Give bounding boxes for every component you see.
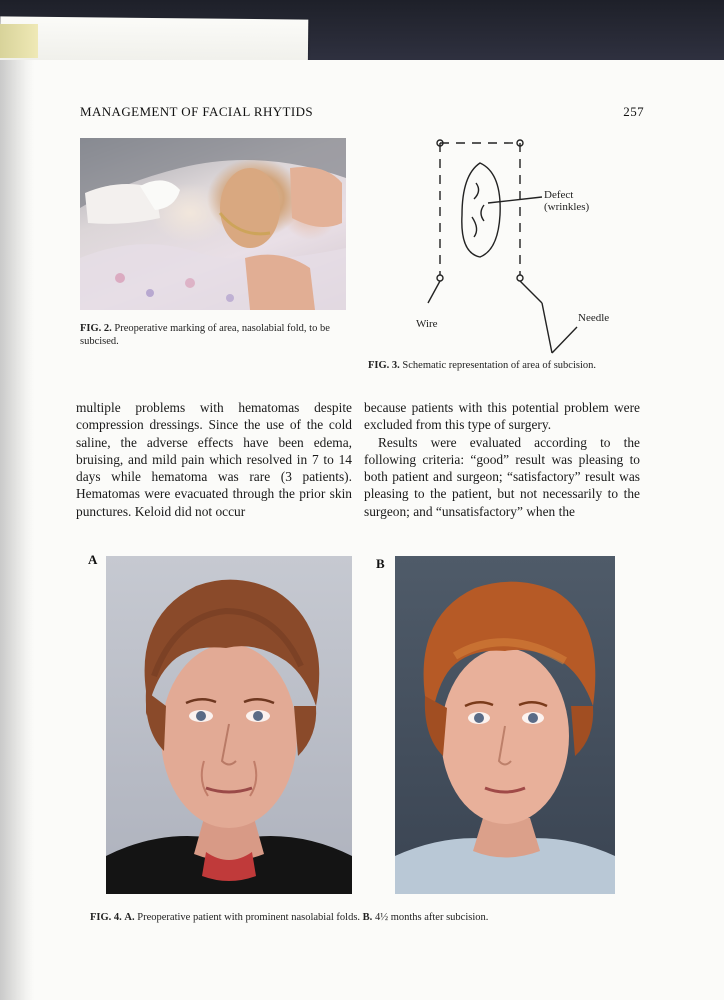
defect-label: Defect (wrinkles) <box>544 189 590 213</box>
page-gutter-shadow <box>0 60 34 1000</box>
right-column-paragraph-2: Results were evaluated according to the following criteria: “good” result was pleasing to both patient and surgeon; “satisfactory” result was pleasing to the patient, but not necessarily to the surgeon; and “unsatisfactory” when the <box>364 434 640 519</box>
figure-2-label: FIG. 2. <box>80 323 112 334</box>
figure-3-caption-text: Schematic representation of area of subcision. <box>402 360 597 371</box>
right-column-paragraph-1: because patients with this potential problem were excluded from this type of surgery. <box>364 400 640 433</box>
body-column-left <box>76 399 352 520</box>
figure-4b-caption-text: 4½ months after subcision. <box>374 912 489 923</box>
left-column-text: multiple problems with hematomas despite compression dressings. Since the use of the cold saline, the adverse effects have been edema, bruising, and mild pain which resolved in 7 to 14 days while hematoma was rare (3 patients). Hematomas were evacuated through the prior skin punctures. Keloid did not occur <box>76 400 352 519</box>
journal-page <box>0 60 724 1000</box>
figure-4a-caption-label: A. <box>124 912 135 923</box>
figure-4b-photo <box>395 556 615 894</box>
panel-label-a: A <box>88 552 98 567</box>
needle-label: Needle <box>578 312 610 324</box>
page-header <box>80 104 644 120</box>
figure-2-caption <box>80 322 360 348</box>
sticky-note-tab <box>0 24 38 58</box>
figure-4a-photo <box>106 556 352 894</box>
figure-3-caption <box>368 360 596 371</box>
figure-4a-caption-text: Preoperative patient with prominent nasolabial folds. <box>137 912 361 923</box>
wire-label: Wire <box>416 318 438 330</box>
figure-4-caption <box>90 912 650 923</box>
body-column-right <box>364 399 640 520</box>
figure-2-caption-text: Preoperative marking of area, nasolabial fold, to be subcised. <box>80 323 330 347</box>
figure-3-diagram <box>416 135 642 365</box>
page-number: 257 <box>623 104 644 119</box>
figure-2-photo <box>80 138 346 310</box>
figure-3-label: FIG. 3. <box>368 360 400 371</box>
running-head: MANAGEMENT OF FACIAL RHYTIDS <box>80 104 314 119</box>
panel-label-b: B <box>376 556 385 571</box>
figure-4-label: FIG. 4. <box>90 912 122 923</box>
figure-4b-caption-label: B. <box>362 912 373 923</box>
